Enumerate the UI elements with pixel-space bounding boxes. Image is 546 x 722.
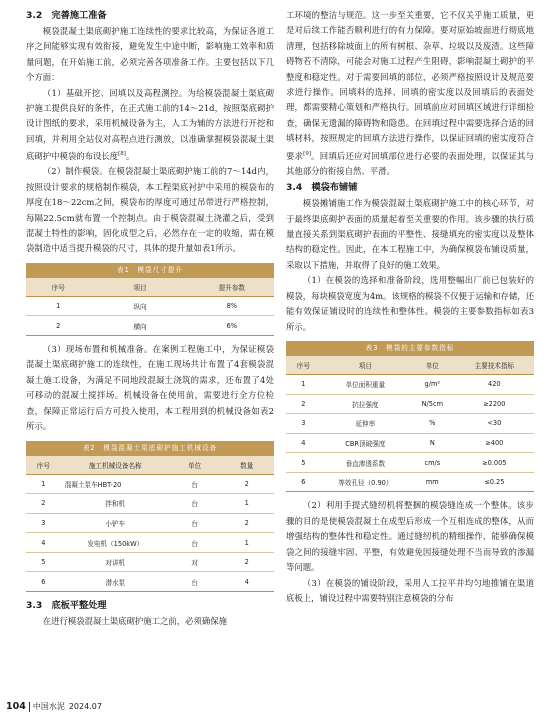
table-cell: CBR顶破强度 [321,433,410,453]
table-cell: 延伸率 [321,414,410,434]
table-cell: 抗拉强度 [321,394,410,414]
table-cell: 对 [170,552,220,572]
table-cell: 台 [170,533,220,553]
section-3-2-item-3: （3）现场布置和机械准备。在案例工程施工中，为保证模袋混凝土渠底砌护施工的连续性，在施工现场共计布置了4套模袋混凝土施工设备，为满足不同地段混凝土浇筑的需求，还布置了4处可移动的混凝土搅拌场。机械设备在使用前，需要进行全方位检查，保障正常运行后方可投入使用，本工程用到的机械设备如表2所示。 [26,344,274,432]
table-cell: 2 [26,494,61,514]
table-row [26,572,274,592]
table-cell: % [410,414,455,434]
table-cell: N [410,433,455,453]
table-2 [26,456,274,593]
table-2-header: 数量 [219,456,274,475]
table-cell: 4 [26,533,61,553]
table-cell: 台 [170,474,220,494]
table-1-header: 提升参数 [190,278,274,297]
section-3-3-heading: 3.3 底板平整处理 [26,600,107,612]
table-3 [286,356,534,493]
table-cell: 6% [190,316,274,336]
citation-9: [9] [303,150,311,157]
table-cell: 2 [26,316,90,336]
table-cell: 5 [286,453,321,473]
table-cell: 1 [219,494,274,514]
table-row [286,414,534,434]
section-3-4-heading: 3.4 模袋布铺铺 [286,182,358,194]
table-3-header: 主要技术指标 [455,356,534,375]
table-2-header-row [26,456,274,475]
table-cell: 台 [170,513,220,533]
table-row [286,453,534,473]
table-cell: 1 [26,474,61,494]
table-2-header: 施工机械设备名称 [61,456,170,475]
table-cell: cm/s [410,453,455,473]
table-row [286,472,534,492]
table-cell: 拌和机 [61,494,170,514]
page-footer [6,696,126,712]
table-cell: 1 [26,296,90,316]
table-cell: 2 [219,474,274,494]
table-row [286,374,534,394]
table-cell: <30 [455,414,534,434]
table-row [26,552,274,572]
table-row [26,316,274,336]
table-cell: 横向 [90,316,189,336]
continued-text: 工环境的整洁与规范。这一步至关重要，它不仅关乎施工质量，更是对后续工作能否顺利进行的有力保障。要对原始坡面进行彻底地清理，包括移除坡面上的所有树根、杂草、垃圾以及废渣。这些障碍物若不清除，可能会对施工过程产生阻碍，影响混凝土砌护的平整度和稳定性。对于需要回填的部位，必须严格按照设计及规范要求进行操作。回填料的选择、回填的密实度以及回填后的表面处理，都需要精心策划和严格执行。回填前应对回填区域进行详细检查，确保无遗漏的障碍物和隐患。在回填过程中需要选择合适的回填材料，按照规定的回填方法进行操作，以保证回填的密实度符合要求 [286,10,534,161]
table-row [286,433,534,453]
table-cell: g/m² [410,374,455,394]
table-cell: 发电机（150kW） [61,533,170,553]
table-2-header: 序号 [26,456,61,475]
table-cell: 混凝土泵车HBT-20 [61,474,170,494]
issue-date: 2024.07 [68,702,102,711]
section-3-2-item-2: （2）制作模袋。在模袋混凝土渠底砌护施工前的7～14d内，按照设计要求的规格制作模袋，本工程渠底衬护中采用的模袋布的厚度在18～22cm之间，模袋布的厚度可通过吊带进行严格控制，每隔22.5cm就布置一个控制点。由于模袋混凝土浇灌之后，受到混凝土特性的影响，固化成型之后，必然存在一定的收缩，需在模袋制造中适当提升模袋的尺寸，具体的提升量如表1所示。 [26,166,274,254]
table-cell: 潜水泵 [61,572,170,592]
table-3-header: 项目 [321,356,410,375]
table-3-header: 序号 [286,356,321,375]
table-cell: 5 [26,552,61,572]
continued-end: 。回填后还应对回填部位进行必要的表面处理，以保证其与其他部分的衔接自然、平滑。 [286,150,535,176]
table-cell: 等效孔径（0.90） [321,472,410,492]
table-cell: mm [410,472,455,492]
table-cell: 台 [170,494,220,514]
table-cell: 纵向 [90,296,189,316]
section-3-4-item-3: （3）在模袋的铺设阶段，采用人工拉平并均匀地推铺在渠道底板上，铺设过程中需要特别注意模袋的分布 [286,577,534,603]
table-cell: 4 [219,572,274,592]
table-cell: 2 [219,513,274,533]
section-3-3-paragraph: 在进行模袋混凝土渠底砌护施工之前，必须确保施 [42,616,228,627]
table-cell: 1 [286,374,321,394]
table-cell: 对讲机 [61,552,170,572]
section-3-2-heading: 3.2 完善施工准备 [26,10,107,21]
right-column [286,8,534,606]
table-2-title: 表2 模袋混凝土渠底砌护施工机械设备 [26,441,274,456]
section-3-4-item-2: （2）利用手提式缝纫机将整捆的模袋缝连成一个整体。该步骤的目的是使模袋混凝土在成型后形成一个互相连成的整体，从而增强结构的整体性和稳定性。通过缝纫机的精细操作，能够确保模袋之间的接缝牢固、平整，有效避免因接缝处理不当而导致的渗漏等问题。 [286,500,534,573]
table-row [26,494,274,514]
table-cell: 8% [190,296,274,316]
citation-8: [8] [118,151,126,158]
table-1-header-row [26,278,274,297]
table-row [26,513,274,533]
table-cell: 6 [26,572,61,592]
journal-name: 中国水泥 [32,702,65,711]
table-1-title: 表1 模袋尺寸提升 [26,263,274,278]
table-3-title: 表3 模袋的主要参数指标 [286,341,534,356]
left-column [26,8,274,629]
table-cell: 台 [170,572,220,592]
table-cell: 2 [286,394,321,414]
table-cell: 1 [219,533,274,553]
table-cell: ≤0.25 [455,472,534,492]
section-3-2-intro: 模袋混凝土渠底砌护施工连续性的要求比较高，为保证各道工序之间能够实现有效衔接，避免发生中途中断，影响施工效率和质量问题，在开始施工前，必须完善各项准备工作。主要包括以下几个方面： [26,26,274,83]
table-cell: ≥0.005 [455,453,534,473]
section-3-4-item-1: （1）在模袋的选择和准备阶段，选用整幅出厂前已包装好的模袋，每块模袋宽度为4m。该规格的模袋不仅便于运输和存储，还能有效保证铺设时的连续性和整体性。模袋的主要参数指标如表3所示。 [286,275,534,332]
table-cell: 6 [286,472,321,492]
section-3-2-item-1 [26,86,274,165]
table-cell: 4 [286,433,321,453]
item-1-end: 。 [125,151,135,162]
table-row [26,533,274,553]
table-1 [26,278,274,336]
section-3-3-continued [286,8,534,179]
table-row [26,474,274,494]
item-1-text: （1）基础开挖、回填以及高程测控。为给模袋混凝土渠底砌护施工提供良好的条件，在正式施工前的14～21d，按照渠底砌护设计图纸的要求，采用机械设备为主，人工为辅的方法进行开挖和回填，并利用全站仪对高程点进行测放，以准确掌握模袋混凝土渠底砌护中模袋的布设长度 [26,87,274,162]
table-3-header-row [286,356,534,375]
table-cell: ≥400 [455,433,534,453]
table-1-header: 序号 [26,278,90,297]
table-cell: 3 [26,513,61,533]
table-cell: 3 [286,414,321,434]
table-cell: 垂直渗透系数 [321,453,410,473]
table-1-header: 项目 [90,278,189,297]
table-row [286,394,534,414]
table-3-header: 单位 [410,356,455,375]
table-cell: 2 [219,552,274,572]
page-number: 104 [6,701,26,712]
footer-divider [29,702,30,712]
table-row [26,296,274,316]
table-cell: 单位面积重量 [321,374,410,394]
table-cell: ≥2200 [455,394,534,414]
table-cell: 420 [455,374,534,394]
section-3-4-intro: 模袋摊铺施工作为模袋混凝土渠底砌护施工中的核心环节，对于最终渠底砌护表面的质量起着至关重要的作用。该步骤的执行质量直接关系到渠底砌护表面的平整性、接缝填充的密实度以及整体结构的稳定性。因此，在本工程施工中，为确保模袋布铺设质量，采取以下措施，并取得了良好的施工效果。 [286,198,534,270]
table-cell: N/5cm [410,394,455,414]
table-cell: 小铲车 [61,513,170,533]
table-2-header: 单位 [170,456,220,475]
